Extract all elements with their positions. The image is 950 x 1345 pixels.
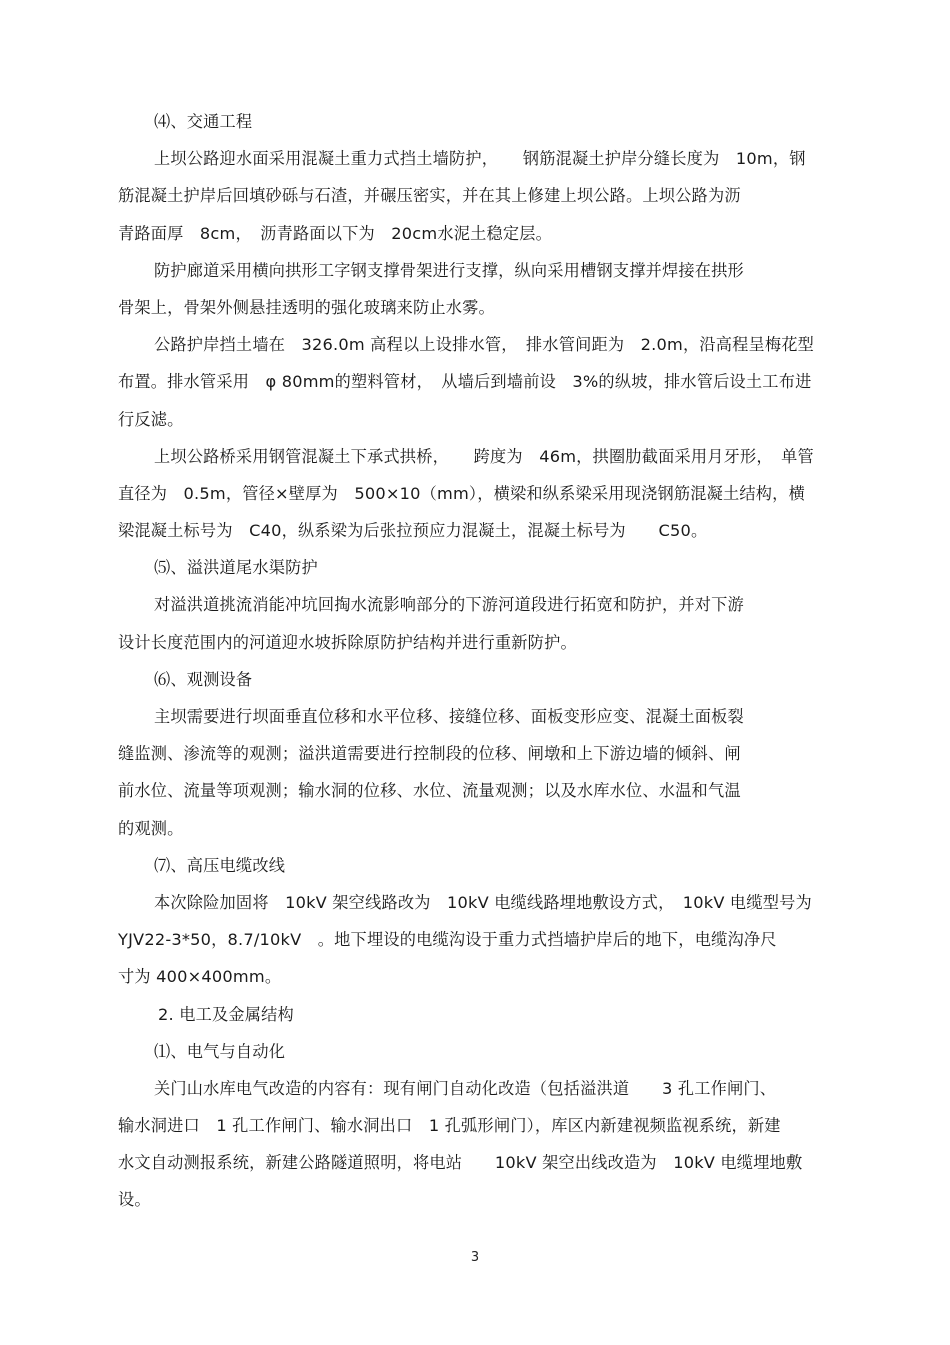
paragraph-line: 行反滤。 <box>118 409 184 429</box>
paragraph-line: YJV22-3*50，8.7/10kV 。地下埋设的电缆沟设于重力式挡墙护岸后的地下，电缆沟净尺 <box>118 930 777 950</box>
paragraph-line: 公路护岸挡土墙在 326.0m 高程以上设排水管， 排水管间距为 2.0m，沿高程呈梅花型 <box>154 335 815 355</box>
paragraph-line: 本次除险加固将 10kV 架空线路改为 10kV 电缆线路埋地敷设方式， 10kV 电缆型号为 <box>154 892 812 912</box>
heading-electrical-metal-structures: 2. 电工及金属结构 <box>158 1004 294 1024</box>
heading-cable-rerouting: ⑺、高压电缆改线 <box>154 855 286 875</box>
paragraph-line: 水文自动测报系统，新建公路隧道照明，将电站 10kV 架空出线改造为 10kV 电缆埋地敷 <box>118 1153 803 1173</box>
paragraph-line: 防护廊道采用横向拱形工字钢支撑骨架进行支撑，纵向采用槽钢支撑并焊接在拱形 <box>154 260 744 280</box>
paragraph-line: 筋混凝土护岸后回填砂砾与石渣，并碾压密实，并在其上修建上坝公路。上坝公路为沥 <box>118 186 741 206</box>
paragraph-line: 寸为 400×400mm。 <box>118 967 282 987</box>
paragraph-line: 直径为 0.5m，管径×壁厚为 500×10（mm），横梁和纵系梁采用现浇钢筋混凝土结构，横 <box>118 483 805 503</box>
paragraph-line: 的观测。 <box>118 818 184 838</box>
paragraph-line: 前水位、流量等项观测；输水洞的位移、水位、流量观测；以及水库水位、水温和气温 <box>118 781 741 801</box>
paragraph-line: 缝监测、渗流等的观测；溢洪道需要进行控制段的位移、闸墩和上下游边墙的倾斜、闸 <box>118 744 741 764</box>
paragraph-line: 设。 <box>118 1190 151 1210</box>
body-text <box>118 103 858 1219</box>
paragraph-line: 青路面厚 8cm， 沥青路面以下为 20cm水泥土稳定层。 <box>118 223 553 243</box>
paragraph-line: 输水洞进口 1 孔工作闸门、输水洞出口 1 孔弧形闸门），库区内新建视频监视系统，新建 <box>118 1116 781 1136</box>
paragraph-line: 骨架上，骨架外侧悬挂透明的强化玻璃来防止水雾。 <box>118 297 495 317</box>
paragraph-line: 设计长度范围内的河道迎水坡拆除原防护结构并进行重新防护。 <box>118 632 577 652</box>
paragraph-line: 上坝公路迎水面采用混凝土重力式挡土墙防护， 钢筋混凝土护岸分缝长度为 10m，钢 <box>154 149 806 169</box>
heading-observation-equipment: ⑹、观测设备 <box>154 669 253 689</box>
heading-traffic-engineering: ⑷、交通工程 <box>154 112 253 131</box>
paragraph-line: 梁混凝土标号为 C40，纵系梁为后张拉预应力混凝土，混凝土标号为 C50。 <box>118 521 708 541</box>
heading-electrical-automation: ⑴、电气与自动化 <box>154 1041 286 1061</box>
paragraph-line: 上坝公路桥采用钢管混凝土下承式拱桥， 跨度为 46m，拱圈肋截面采用月牙形， 单管 <box>154 446 814 466</box>
paragraph-line: 对溢洪道挑流消能冲坑回掏水流影响部分的下游河道段进行拓宽和防护，并对下游 <box>154 595 744 615</box>
page-number: 3 <box>470 1250 480 1265</box>
paragraph-line: 关门山水库电气改造的内容有：现有闸门自动化改造（包括溢洪道 3 孔工作闸门、 <box>154 1078 777 1098</box>
paragraph-line: 布置。排水管采用 φ 80mm的塑料管材， 从墙后到墙前设 3%的纵坡，排水管后设土工布进 <box>118 372 812 392</box>
heading-spillway-protection: ⑸、溢洪道尾水渠防护 <box>154 558 318 578</box>
paragraph-line: 主坝需要进行坝面垂直位移和水平位移、接缝位移、面板变形应变、混凝土面板裂 <box>154 707 744 726</box>
